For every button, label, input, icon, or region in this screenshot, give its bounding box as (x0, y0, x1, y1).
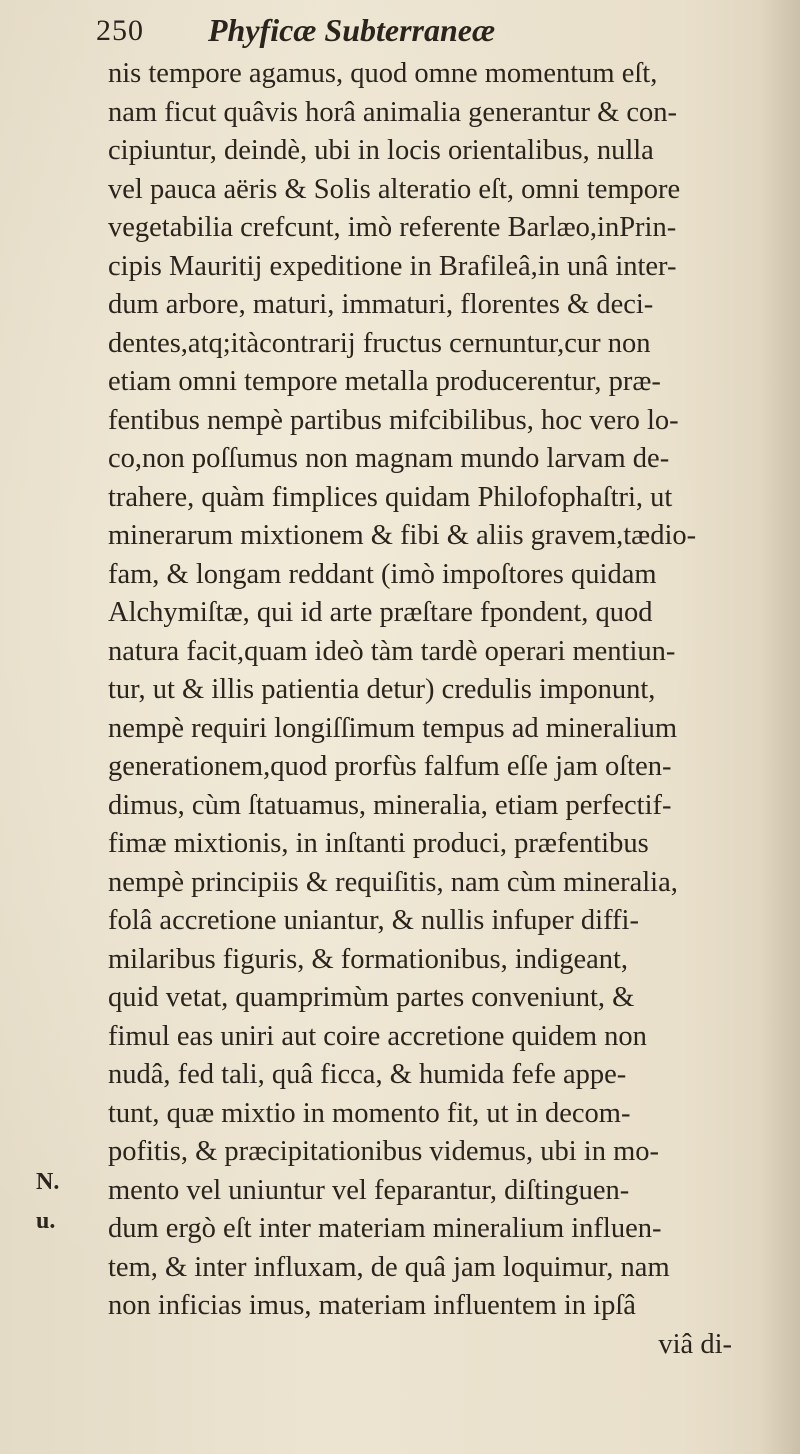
text-line: dum ergò eſt inter materiam mineralium influen- (108, 1213, 662, 1244)
text-line: fimul eas uniri aut coire accretione quidem non (108, 1020, 647, 1052)
text-line: fentibus nempè partibus mifcibilibus, hoc vero lo- (108, 404, 679, 436)
text-line: fam, & longam reddant (imò impoſtores quidam (108, 558, 657, 590)
text-line: tunt, quæ mixtio in momento fit, ut in decom- (108, 1097, 631, 1129)
page-number: 250 (96, 14, 144, 47)
text-line: generationem,quod prorfùs falfum eſſe jam oſten- (108, 751, 672, 782)
text-line: nempè requiri longiſſimum tempus ad mineralium (108, 712, 678, 744)
text-line: folâ accretione uniantur, & nullis infuper diffi- (108, 905, 639, 936)
text-line: trahere, quàm fimplices quidam Philofophaſtri, ut (108, 481, 673, 513)
text-line: Alchymiſtæ, qui id arte præſtare fpondent, quod (108, 597, 653, 628)
text-line: milaribus figuris, & formationibus, indigeant, (108, 943, 629, 975)
text-line: nudâ, fed tali, quâ ficca, & humida fefe appe- (108, 1059, 627, 1090)
text-line: vel pauca aëris & Solis alteratio eſt, omni tempore (108, 173, 681, 205)
text-line: nis tempore agamus, quod omne momentum eſt, (108, 58, 658, 89)
text-line: vegetabilia crefcunt, imò referente Barlæo,inPrin- (108, 212, 677, 243)
text-line: cipis Mauritij expeditione in Brafileâ,in unâ inter- (108, 250, 677, 282)
text-line: quid vetat, quamprimùm partes conveniunt, & (108, 982, 635, 1013)
body-text (108, 55, 798, 1364)
running-title: Phyficæ Subterraneæ (208, 12, 496, 48)
text-line: dentes,atq;itàcontrarij fructus cernuntur,cur non (108, 327, 651, 359)
text-line: tur, ut & illis patientia detur) credulis imponunt, (108, 674, 656, 705)
page-header (96, 14, 696, 54)
text-line: fimæ mixtionis, in inſtanti produci, præfentibus (108, 828, 649, 859)
text-line: non inficias imus, materiam influentem in ipſâ (108, 1290, 636, 1321)
text-line: nam ficut quâvis horâ animalia generantur & con- (108, 96, 677, 128)
text-line: minerarum mixtionem & fibi & aliis gravem,tædio- (108, 520, 697, 551)
text-line: mento vel uniuntur vel feparantur, diſtinguen- (108, 1174, 630, 1206)
text-line: cipiuntur, deindè, ubi in locis orientalibus, nulla (108, 135, 654, 166)
catchword: viâ di- (658, 1328, 732, 1360)
text-line: dum arbore, maturi, immaturi, florentes & deci- (108, 289, 654, 320)
text-line: natura facit,quam ideò tàm tardè operari mentiun- (108, 635, 676, 667)
margin-note: N. (36, 1169, 60, 1195)
margin-notes (36, 1163, 76, 1240)
text-line: nempè principiis & requiſitis, nam cùm mineralia, (108, 866, 678, 898)
text-line: co,non poſſumus non magnam mundo larvam de- (108, 443, 670, 474)
text-line: tem, & inter influxam, de quâ jam loquimur, nam (108, 1251, 670, 1283)
margin-note: u. (36, 1207, 56, 1234)
text-line: pofitis, & præcipitationibus videmus, ubi in mo- (108, 1136, 659, 1167)
text-line: etiam omni tempore metalla producerentur, præ- (108, 366, 661, 397)
text-line: dimus, cùm ſtatuamus, mineralia, etiam perfectif- (108, 789, 672, 821)
